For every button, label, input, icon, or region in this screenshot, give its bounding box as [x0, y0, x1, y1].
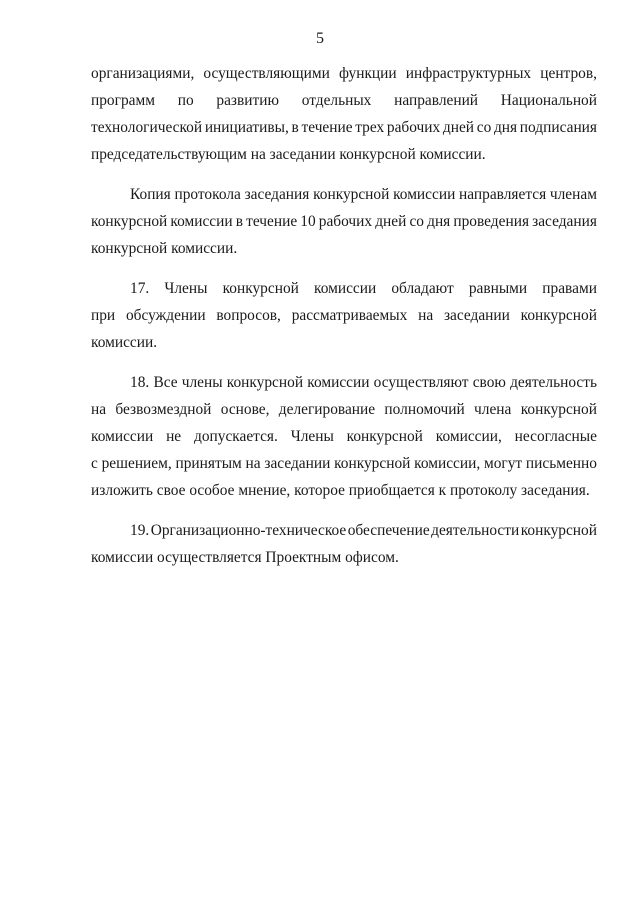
word: проведения [453, 213, 530, 230]
paragraph-continuation [91, 60, 597, 168]
word: в [291, 119, 299, 136]
word: решением, [101, 455, 172, 472]
word: комиссии [314, 280, 377, 297]
word: заседании [264, 455, 331, 472]
text-line: председательствующим на заседании конкурсной комиссии. [91, 146, 486, 163]
word: течение [246, 213, 298, 230]
word: комиссии [170, 213, 233, 230]
word: Организационно-техническое [150, 522, 347, 539]
word: организациями, [91, 65, 195, 82]
word: деятельности [431, 522, 520, 539]
word: рабочих [386, 119, 441, 136]
text-line [91, 396, 597, 423]
word: с [91, 455, 98, 472]
text-line [91, 87, 597, 114]
word: правами [542, 280, 597, 297]
word: обсуждении [125, 307, 206, 324]
text-line [91, 60, 597, 87]
word: подписания [519, 119, 597, 136]
word: рассматриваемых [291, 307, 408, 324]
word: течение [301, 119, 353, 136]
word: трех [355, 119, 385, 136]
word: центров, [540, 65, 597, 82]
text-line: изложить свое особое мнение, которое приобщается к протоколу заседания. [91, 482, 590, 499]
word: комиссии, [435, 428, 502, 445]
word: направляется [459, 186, 547, 203]
word: конкурсной [334, 455, 411, 472]
paragraph-18 [91, 369, 597, 504]
word: дней [375, 213, 407, 230]
word: Национальной [500, 92, 597, 109]
word: на [245, 455, 261, 472]
word: обладают [391, 280, 454, 297]
word: Копия [130, 186, 171, 203]
word: в [235, 213, 243, 230]
word: несогласные [514, 428, 597, 445]
word: со [409, 213, 424, 230]
word: могут [483, 455, 523, 472]
word: инфраструктурных [405, 65, 532, 82]
text-line [91, 208, 597, 235]
word: конкурсной [313, 186, 390, 203]
word: комиссии [393, 186, 456, 203]
word: дня [427, 213, 451, 230]
word: конкурсной [222, 280, 299, 297]
word: дней [442, 119, 475, 136]
word: рабочих [318, 213, 373, 230]
text-line [91, 114, 597, 141]
text-line [91, 275, 597, 302]
word: полномочий [384, 401, 465, 418]
text-line [91, 423, 597, 450]
word: технологической [91, 119, 203, 136]
word: Члены [290, 428, 334, 445]
word: инициативы, [204, 119, 289, 136]
word: безвозмездной [115, 401, 212, 418]
text-line [91, 181, 597, 208]
word: на [91, 401, 107, 418]
word: конкурсной [91, 213, 168, 230]
text-line [91, 369, 597, 396]
text-line: комиссии осуществляется Проектным офисом. [91, 549, 399, 566]
word: комиссии [307, 374, 370, 391]
word: заседания [532, 213, 597, 230]
word: осуществляющими [203, 65, 330, 82]
word: принятым [175, 455, 242, 472]
word: направлений [394, 92, 479, 109]
word: делегирование [278, 401, 376, 418]
text-line [91, 517, 597, 544]
word: 17. [130, 280, 150, 297]
paragraph-17 [91, 275, 597, 356]
word: члены [181, 374, 223, 391]
word: отдельных [301, 92, 372, 109]
word: на [418, 307, 434, 324]
word: комиссии [91, 428, 154, 445]
word: осуществляют [373, 374, 469, 391]
word: развитию [216, 92, 279, 109]
word: дня [493, 119, 518, 136]
word: Члены [164, 280, 208, 297]
word: Все [153, 374, 178, 391]
text-line [91, 302, 597, 329]
word: конкурсной [226, 374, 304, 391]
word: заседания [244, 186, 310, 203]
word: по [177, 92, 194, 109]
document-body [91, 60, 597, 571]
word: 10 [300, 213, 316, 230]
word: конкурсной [346, 428, 423, 445]
word: со [476, 119, 492, 136]
text-line: конкурсной комиссии. [91, 240, 238, 257]
text-line [91, 450, 597, 477]
word: заседании [443, 307, 510, 324]
word: допускается. [193, 428, 278, 445]
word: вопросов, [216, 307, 281, 324]
word: письменно [525, 455, 597, 472]
page-number: 5 [316, 30, 324, 47]
word: конкурсной [520, 522, 597, 539]
paragraph-protocol-copy [91, 181, 597, 262]
word: конкурсной [520, 401, 597, 418]
word: основе, [220, 401, 270, 418]
word: конкурсной [520, 307, 597, 324]
word: члена [474, 401, 512, 418]
word: комиссии, [414, 455, 481, 472]
word: 19. [130, 522, 150, 539]
word: функции [338, 65, 397, 82]
word: деятельность [510, 374, 597, 391]
word: членам [549, 186, 597, 203]
word: свою [472, 374, 506, 391]
word: равными [468, 280, 528, 297]
paragraph-19 [91, 517, 597, 571]
word: 18. [130, 374, 150, 391]
word: программ [91, 92, 155, 109]
word: обеспечение [347, 522, 430, 539]
text-line: комиссии. [91, 334, 158, 351]
word: при [91, 307, 116, 324]
word: не [166, 428, 182, 445]
word: протокола [174, 186, 241, 203]
